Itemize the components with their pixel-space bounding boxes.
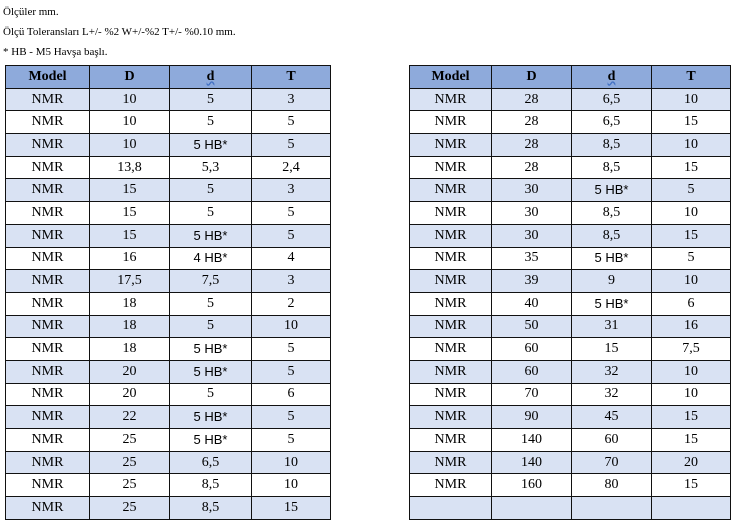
cell-D: 30 (492, 202, 572, 225)
cell-T: 10 (252, 315, 331, 338)
cell-d: 5 (170, 292, 252, 315)
cell-T: 5 (252, 202, 331, 225)
table-row (6, 451, 331, 474)
cell-D: 70 (492, 383, 572, 406)
cell-d: 60 (572, 429, 652, 452)
cell-D: 10 (90, 111, 170, 134)
cell-d: 5 HB* (572, 247, 652, 270)
cell-T: 15 (652, 111, 731, 134)
table-row (6, 429, 331, 452)
cell-D: 28 (492, 156, 572, 179)
cell-D: 30 (492, 179, 572, 202)
cell-T: 5 (652, 179, 731, 202)
cell-D: 160 (492, 474, 572, 497)
cell-T: 16 (652, 315, 731, 338)
cell-model: NMR (6, 111, 90, 134)
header-row (410, 66, 731, 89)
cell-T: 10 (252, 451, 331, 474)
cell-D: 17,5 (90, 270, 170, 293)
cell-model: NMR (410, 88, 492, 111)
table-row (410, 247, 731, 270)
cell-d: 5 (170, 179, 252, 202)
cell-T: 15 (652, 156, 731, 179)
cell-D: 40 (492, 292, 572, 315)
table-row (6, 292, 331, 315)
table-row (6, 156, 331, 179)
cell-model: NMR (6, 156, 90, 179)
cell-T: 6 (652, 292, 731, 315)
header-T: T (652, 66, 731, 89)
cell-model: NMR (6, 179, 90, 202)
cell-D: 28 (492, 88, 572, 111)
cell-T: 15 (652, 429, 731, 452)
cell-D: 20 (90, 383, 170, 406)
cell-model: NMR (6, 224, 90, 247)
table-row (410, 156, 731, 179)
cell-D: 25 (90, 497, 170, 520)
cell-D: 15 (90, 224, 170, 247)
cell-d: 5 (170, 383, 252, 406)
table-row (6, 202, 331, 225)
cell-model: NMR (6, 406, 90, 429)
table-row (410, 497, 731, 520)
cell-d: 5 HB* (170, 429, 252, 452)
cell-model: NMR (6, 88, 90, 111)
cell-D: 10 (90, 88, 170, 111)
table-row (6, 179, 331, 202)
table-row (410, 474, 731, 497)
header-d-label: d (607, 68, 616, 84)
cell-model: NMR (410, 111, 492, 134)
cell-T: 10 (652, 88, 731, 111)
cell-d: 5 HB* (170, 224, 252, 247)
cell-model: NMR (410, 451, 492, 474)
cell-T: 2 (252, 292, 331, 315)
cell-d: 5 HB* (170, 360, 252, 383)
cell-d: 5 (170, 111, 252, 134)
cell-T: 5 (252, 134, 331, 157)
cell-model: NMR (410, 383, 492, 406)
cell-D: 22 (90, 406, 170, 429)
cell-T: 15 (652, 474, 731, 497)
cell-model (410, 497, 492, 520)
header-T: T (252, 66, 331, 89)
header-row (6, 66, 331, 89)
cell-model: NMR (410, 224, 492, 247)
table-row (6, 134, 331, 157)
cell-D: 18 (90, 315, 170, 338)
cell-T: 4 (252, 247, 331, 270)
dimensions-table-right (409, 65, 731, 520)
cell-T: 3 (252, 270, 331, 293)
cell-T: 2,4 (252, 156, 331, 179)
table-row (6, 247, 331, 270)
cell-d: 5 HB* (170, 134, 252, 157)
cell-D: 140 (492, 429, 572, 452)
table-row (410, 315, 731, 338)
cell-D: 18 (90, 338, 170, 361)
table-row (6, 111, 331, 134)
note-units: Ölçüler mm. (3, 6, 59, 18)
cell-d: 5,3 (170, 156, 252, 179)
table-row (410, 88, 731, 111)
table-row (410, 224, 731, 247)
table-row (6, 406, 331, 429)
dimensions-table-left (5, 65, 331, 520)
table-row (410, 111, 731, 134)
cell-T: 7,5 (652, 338, 731, 361)
cell-d: 5 HB* (170, 338, 252, 361)
cell-D: 16 (90, 247, 170, 270)
table-row (410, 134, 731, 157)
table-row (410, 360, 731, 383)
cell-T: 5 (252, 406, 331, 429)
cell-d: 8,5 (572, 156, 652, 179)
cell-d: 5 HB* (572, 292, 652, 315)
cell-model: NMR (410, 338, 492, 361)
cell-D: 20 (90, 360, 170, 383)
cell-model: NMR (6, 315, 90, 338)
table-row (6, 88, 331, 111)
cell-d: 8,5 (572, 134, 652, 157)
cell-T: 5 (252, 111, 331, 134)
table-row (410, 451, 731, 474)
cell-d: 4 HB* (170, 247, 252, 270)
cell-d: 5 HB* (572, 179, 652, 202)
cell-T (652, 497, 731, 520)
cell-T: 6 (252, 383, 331, 406)
table-row (410, 202, 731, 225)
table-row (410, 383, 731, 406)
cell-D: 13,8 (90, 156, 170, 179)
cell-d: 5 (170, 202, 252, 225)
cell-D: 35 (492, 247, 572, 270)
table-row (410, 338, 731, 361)
cell-d: 5 (170, 88, 252, 111)
cell-model: NMR (410, 247, 492, 270)
cell-d: 9 (572, 270, 652, 293)
cell-D (492, 497, 572, 520)
table-row (410, 429, 731, 452)
cell-D: 140 (492, 451, 572, 474)
header-D: D (492, 66, 572, 89)
cell-T: 3 (252, 88, 331, 111)
cell-d: 32 (572, 360, 652, 383)
cell-D: 15 (90, 179, 170, 202)
cell-d: 6,5 (572, 88, 652, 111)
cell-d: 5 (170, 315, 252, 338)
right-table-body (410, 88, 731, 519)
header-d (170, 66, 252, 89)
cell-model: NMR (410, 315, 492, 338)
cell-model: NMR (410, 360, 492, 383)
cell-d: 8,5 (170, 474, 252, 497)
header-d-label: d (206, 68, 215, 84)
cell-model: NMR (410, 429, 492, 452)
cell-T: 5 (252, 338, 331, 361)
cell-T: 10 (252, 474, 331, 497)
table-row (410, 179, 731, 202)
cell-T: 15 (652, 406, 731, 429)
cell-T: 10 (652, 383, 731, 406)
cell-T: 5 (652, 247, 731, 270)
cell-D: 28 (492, 111, 572, 134)
cell-model: NMR (6, 474, 90, 497)
table-row (6, 474, 331, 497)
cell-d: 31 (572, 315, 652, 338)
cell-model: NMR (6, 451, 90, 474)
cell-model: NMR (6, 383, 90, 406)
cell-model: NMR (410, 474, 492, 497)
cell-T: 10 (652, 134, 731, 157)
cell-model: NMR (410, 292, 492, 315)
table-row (6, 338, 331, 361)
cell-d: 6,5 (572, 111, 652, 134)
cell-model: NMR (6, 429, 90, 452)
cell-T: 10 (652, 202, 731, 225)
cell-D: 60 (492, 360, 572, 383)
table-row (410, 406, 731, 429)
cell-model: NMR (6, 134, 90, 157)
cell-D: 50 (492, 315, 572, 338)
cell-model: NMR (6, 497, 90, 520)
cell-T: 10 (652, 270, 731, 293)
cell-d: 8,5 (170, 497, 252, 520)
cell-T: 20 (652, 451, 731, 474)
table-row (6, 497, 331, 520)
cell-model: NMR (410, 134, 492, 157)
cell-D: 28 (492, 134, 572, 157)
cell-D: 15 (90, 202, 170, 225)
cell-model: NMR (410, 156, 492, 179)
cell-model: NMR (6, 270, 90, 293)
cell-T: 15 (252, 497, 331, 520)
table-row (410, 292, 731, 315)
cell-d: 45 (572, 406, 652, 429)
cell-T: 15 (652, 224, 731, 247)
cell-d: 5 HB* (170, 406, 252, 429)
cell-D: 10 (90, 134, 170, 157)
cell-model: NMR (410, 179, 492, 202)
table-row (6, 315, 331, 338)
cell-model: NMR (6, 247, 90, 270)
cell-d: 70 (572, 451, 652, 474)
cell-d (572, 497, 652, 520)
cell-D: 25 (90, 474, 170, 497)
cell-T: 10 (652, 360, 731, 383)
table-row (6, 270, 331, 293)
cell-d: 8,5 (572, 202, 652, 225)
cell-model: NMR (410, 202, 492, 225)
table-row (410, 270, 731, 293)
cell-d: 8,5 (572, 224, 652, 247)
cell-D: 25 (90, 429, 170, 452)
cell-model: NMR (410, 406, 492, 429)
cell-model: NMR (6, 338, 90, 361)
note-hb: * HB - M5 Havşa başlı. (3, 46, 108, 58)
cell-d: 6,5 (170, 451, 252, 474)
cell-d: 7,5 (170, 270, 252, 293)
header-model: Model (410, 66, 492, 89)
table-row (6, 360, 331, 383)
table-row (6, 383, 331, 406)
cell-D: 39 (492, 270, 572, 293)
cell-T: 3 (252, 179, 331, 202)
cell-T: 5 (252, 360, 331, 383)
cell-d: 15 (572, 338, 652, 361)
cell-model: NMR (6, 292, 90, 315)
cell-d: 32 (572, 383, 652, 406)
cell-model: NMR (6, 360, 90, 383)
cell-d: 80 (572, 474, 652, 497)
cell-model: NMR (6, 202, 90, 225)
header-model: Model (6, 66, 90, 89)
table-row (6, 224, 331, 247)
header-D: D (90, 66, 170, 89)
left-table-body (6, 88, 331, 519)
cell-D: 18 (90, 292, 170, 315)
cell-D: 30 (492, 224, 572, 247)
note-tolerances: Ölçü Toleransları L+/- %2 W+/-%2 T+/- %0.10 mm. (3, 26, 236, 38)
notes-block (3, 2, 236, 62)
cell-T: 5 (252, 429, 331, 452)
cell-D: 25 (90, 451, 170, 474)
cell-model: NMR (410, 270, 492, 293)
cell-D: 90 (492, 406, 572, 429)
cell-D: 60 (492, 338, 572, 361)
header-d (572, 66, 652, 89)
cell-T: 5 (252, 224, 331, 247)
